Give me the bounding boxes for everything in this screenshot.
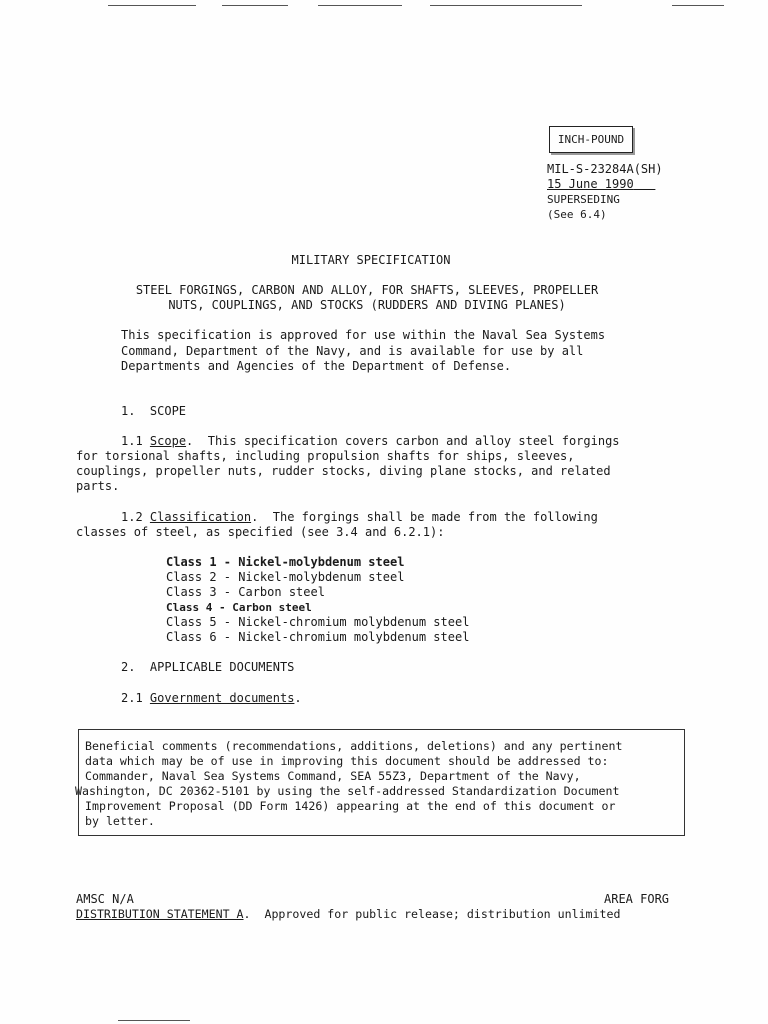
comments-notice-box [75,729,685,836]
approval-line-2: Command, Department of the Navy, and is available for use by all [121,344,584,358]
bottom-rule [118,1020,190,1021]
steel-class-item: Class 5 - Nickel-chromium molybdenum steel [166,615,470,629]
section-1-1-line-2: for torsional shafts, including propulsion shafts for ships, sleeves, [76,449,575,463]
steel-class-item: Class 1 - Nickel-molybdenum steel [166,555,405,569]
comments-line: by letter. [85,814,155,828]
approval-line-1: This specification is approved for use within the Naval Sea Systems [121,328,606,342]
section-1-1-line-3: couplings, propeller nuts, rudder stocks, diving plane stocks, and related [76,464,611,478]
section-1-2-line-2: classes of steel, as specified (see 3.4 and 6.2.1): [76,525,445,539]
distribution-statement: DISTRIBUTION STATEMENT A. Approved for public release; distribution unlimited [76,907,621,921]
section-1-heading: 1. SCOPE [121,404,187,418]
top-rule-4 [430,5,582,6]
amsc-label: AMSC N/A [76,892,134,906]
section-1-1-title: Scope [149,434,187,448]
steel-class-item: Class 3 - Carbon steel [166,585,325,599]
section-2-1-title: Government documents [149,691,295,705]
top-rule-5 [672,5,724,6]
inch-pound-badge: INCH-POUND [549,126,633,153]
top-rule-3 [318,5,402,6]
steel-class-item: Class 4 - Carbon steel [166,601,312,614]
document-number: MIL-S-23284A(SH) [547,162,663,176]
distribution-statement-label: DISTRIBUTION STATEMENT A [76,907,244,921]
page-title: MILITARY SPECIFICATION [291,253,451,267]
comments-line: data which may be of use in improving this document should be addressed to: [85,754,609,768]
steel-class-item: Class 6 - Nickel-chromium molybdenum steel [166,630,470,644]
section-1-1-first-line: 1.1 Scope. This specification covers carbon and alloy steel forgings [121,434,620,448]
comments-line: Beneficial comments (recommendations, additions, deletions) and any pertinent [85,739,623,753]
comments-line: Washington, DC 20362-5101 by using the self-addressed Standardization Document [75,784,620,798]
comments-line: Improvement Proposal (DD Form 1426) appearing at the end of this document or [85,799,616,813]
approval-line-3: Departments and Agencies of the Department of Defense. [121,359,512,373]
document-date: 15 June 1990 [547,177,634,191]
section-1-1-line-4: parts. [76,479,120,493]
top-rule-2 [222,5,288,6]
section-2-heading: 2. APPLICABLE DOCUMENTS [121,660,295,674]
section-1-2-first-line: 1.2 Classification. The forgings shall be made from the following [121,510,598,524]
area-label: AREA FORG [604,892,670,906]
superseding-label: SUPERSEDING [547,193,620,206]
top-rule-1 [108,5,196,6]
section-2-1-line: 2.1 Government documents. [121,691,302,705]
steel-class-item: Class 2 - Nickel-molybdenum steel [166,570,405,584]
superseding-ref: (See 6.4) [547,208,607,221]
section-1-2-title: Classification [149,510,252,524]
comments-line: Commander, Naval Sea Systems Command, SEA 55Z3, Department of the Navy, [85,769,581,783]
spec-subtitle-line-1: STEEL FORGINGS, CARBON AND ALLOY, FOR SHAFTS, SLEEVES, PROPELLER [135,283,599,297]
spec-subtitle-line-2: NUTS, COUPLINGS, AND STOCKS (RUDDERS AND DIVING PLANES) [168,298,566,312]
